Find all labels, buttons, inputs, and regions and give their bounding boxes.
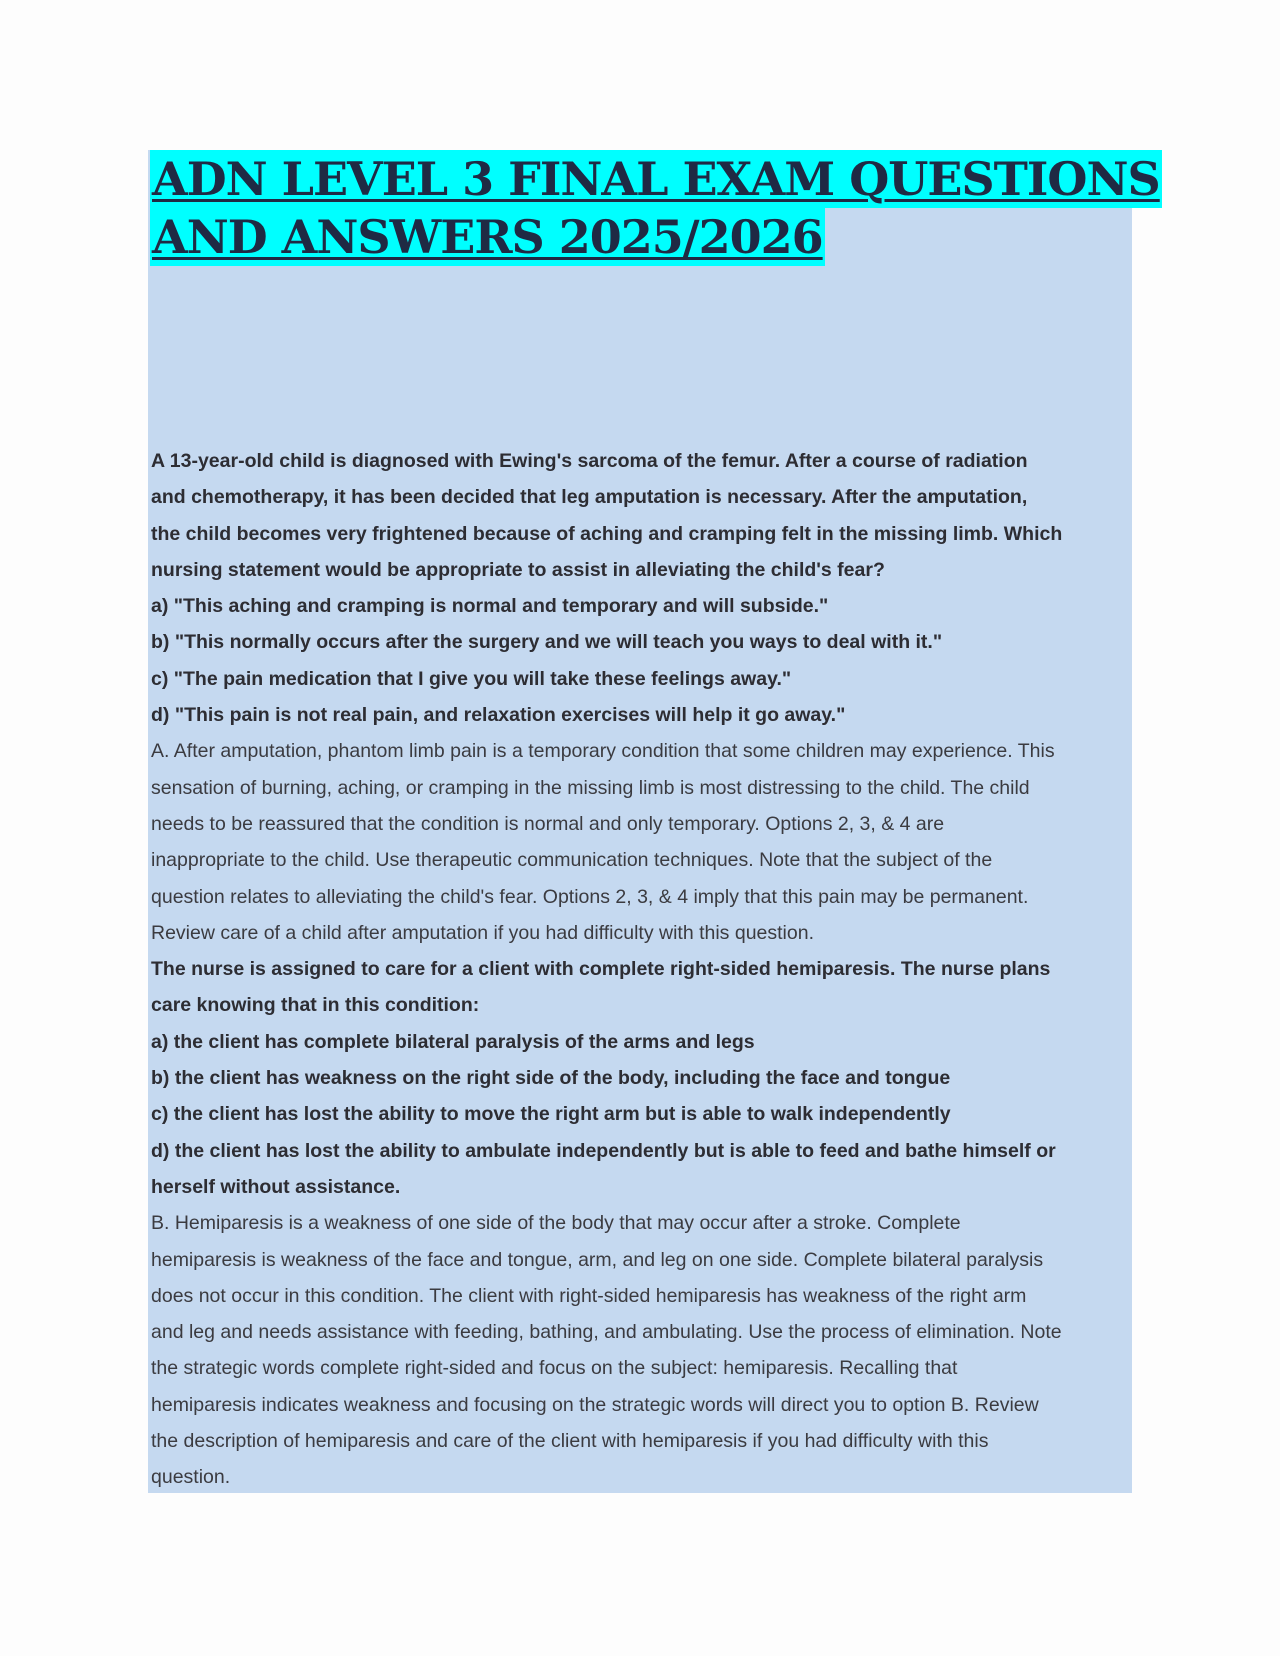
question-stem-line: and chemotherapy, it has been decided that leg amputation is necessary. After the amputation,: [151, 486, 1028, 509]
answer-option: c) "The pain medication that I give you will take these feelings away.": [151, 667, 792, 690]
rationale-line: Review care of a child after amputation if you had difficulty with this question.: [151, 921, 814, 944]
question-1-stem: [151, 443, 1136, 588]
rationale-line: question relates to alleviating the child's fear. Options 2, 3, & 4 imply that this pain may be permanent.: [151, 885, 1029, 908]
rationale-line: A. After amputation, phantom limb pain is a temporary condition that some children may experience. This: [151, 740, 1055, 763]
question-2-options: [151, 1024, 1136, 1205]
question-2-stem: [151, 951, 1136, 1024]
document-body: [151, 443, 1136, 1496]
question-stem-line: care knowing that in this condition:: [151, 994, 480, 1017]
question-stem-line: the child becomes very frightened because of aching and cramping felt in the missing limb. Which: [151, 522, 1063, 545]
rationale-line: question.: [151, 1466, 231, 1489]
question-1-options: [151, 588, 1136, 733]
rationale-line: does not occur in this condition. The client with right-sided hemiparesis has weakness of the right arm: [151, 1284, 1027, 1307]
question-stem-line: A 13-year-old child is diagnosed with Ewing's sarcoma of the femur. After a course of radiation: [151, 450, 1028, 472]
answer-option: a) "This aching and cramping is normal and temporary and will subside.": [151, 595, 829, 618]
rationale-line: inappropriate to the child. Use therapeutic communication techniques. Note that the subject of the: [151, 849, 993, 872]
rationale-line: hemiparesis indicates weakness and focusing on the strategic words will direct you to option B. Review: [151, 1393, 1039, 1416]
document-title: [150, 150, 1160, 266]
question-2-rationale: [151, 1205, 1136, 1495]
rationale-line: and leg and needs assistance with feeding, bathing, and ambulating. Use the process of elimination. Note: [151, 1321, 1062, 1344]
answer-option: d) "This pain is not real pain, and relaxation exercises will help it go away.": [151, 704, 846, 727]
rationale-line: needs to be reassured that the condition is normal and only temporary. Options 2, 3, & 4 are: [151, 812, 945, 835]
title-line-2: AND ANSWERS 2025/2026: [152, 210, 823, 264]
rationale-line: the strategic words complete right-sided and focus on the subject: hemiparesis. Recalling that: [151, 1357, 958, 1380]
rationale-line: sensation of burning, aching, or cramping in the missing limb is most distressing to the child. The child: [151, 776, 1030, 799]
question-stem-line: The nurse is assigned to care for a client with complete right-sided hemiparesis. The nurse plans: [151, 958, 1051, 981]
rationale-line: the description of hemiparesis and care of the client with hemiparesis if you had difficulty with this: [151, 1430, 989, 1453]
answer-option: b) "This normally occurs after the surgery and we will teach you ways to deal with it.": [151, 631, 943, 654]
question-1: [151, 443, 1136, 951]
title-line-1: ADN LEVEL 3 FINAL EXAM QUESTIONS: [152, 152, 1160, 206]
question-2: [151, 951, 1136, 1495]
answer-option: c) the client has lost the ability to move the right arm but is able to walk independently: [151, 1103, 951, 1126]
question-1-rationale: [151, 733, 1136, 951]
rationale-line: hemiparesis is weakness of the face and tongue, arm, and leg on one side. Complete bilateral paralysis: [151, 1248, 1044, 1271]
rationale-line: B. Hemiparesis is a weakness of one side of the body that may occur after a stroke. Complete: [151, 1212, 961, 1235]
question-stem-line: nursing statement would be appropriate to assist in alleviating the child's fear?: [151, 558, 885, 581]
answer-option: herself without assistance.: [151, 1175, 401, 1198]
answer-option: a) the client has complete bilateral paralysis of the arms and legs: [151, 1030, 755, 1053]
answer-option: d) the client has lost the ability to ambulate independently but is able to feed and bathe himself or: [151, 1139, 1056, 1162]
answer-option: b) the client has weakness on the right side of the body, including the face and tongue: [151, 1067, 951, 1090]
